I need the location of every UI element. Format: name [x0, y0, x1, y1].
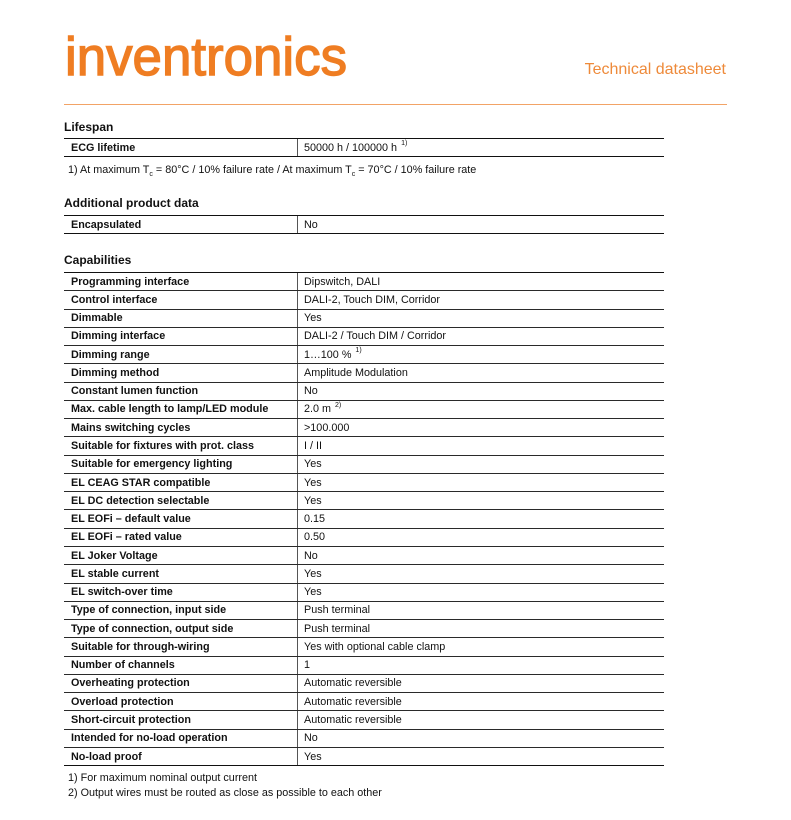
- lifespan-footnote: [68, 163, 476, 179]
- spec-row: [64, 529, 664, 547]
- spec-label: Intended for no-load operation: [64, 730, 298, 747]
- section-title-lifespan: Lifespan: [64, 120, 114, 134]
- spec-value: Automatic reversible: [304, 714, 402, 726]
- footnote-text: = 80°C / 10% failure rate / At maximum T: [152, 164, 352, 176]
- logo-text: inventronics: [65, 27, 347, 87]
- spec-label: Mains switching cycles: [64, 419, 298, 436]
- spec-row: [64, 291, 664, 309]
- spec-label: EL stable current: [64, 565, 298, 582]
- spec-value: Yes: [304, 750, 322, 763]
- spec-label: Overheating protection: [64, 675, 298, 692]
- spec-row: [64, 346, 664, 364]
- spec-label: Short-circuit protection: [64, 711, 298, 728]
- capabilities-table: [64, 272, 664, 766]
- inventronics-logo: [65, 27, 357, 87]
- spec-value: Yes: [304, 586, 322, 599]
- spec-row: [64, 693, 664, 711]
- spec-label: EL Joker Voltage: [64, 547, 298, 564]
- spec-value-cell: [298, 547, 664, 564]
- spec-value: 0.15: [304, 513, 326, 526]
- spec-value-cell: [298, 565, 664, 582]
- section-title-capabilities: Capabilities: [64, 253, 132, 267]
- spec-row: [64, 401, 664, 419]
- spec-value: Yes: [304, 458, 322, 471]
- spec-value: 1: [304, 659, 311, 672]
- spec-label: EL CEAG STAR compatible: [64, 474, 298, 491]
- spec-value-cell: [298, 419, 664, 436]
- spec-value: Yes: [304, 567, 322, 580]
- spec-value: No: [304, 549, 318, 562]
- spec-value-cell: [298, 216, 664, 233]
- spec-value-cell: [298, 638, 664, 655]
- spec-label: Control interface: [64, 291, 298, 308]
- spec-value: No: [304, 732, 318, 745]
- spec-value-cell: [298, 291, 664, 308]
- spec-value-cell: [298, 310, 664, 327]
- spec-label: Type of connection, input side: [64, 602, 298, 619]
- spec-value: 2.0 m: [304, 403, 332, 416]
- spec-row: [64, 584, 664, 602]
- spec-row: [64, 216, 664, 234]
- document-type: Technical datasheet: [584, 61, 726, 78]
- spec-row: [64, 419, 664, 437]
- spec-value: Amplitude Modulation: [304, 366, 408, 379]
- spec-value-cell: [298, 510, 664, 527]
- header-divider: [64, 104, 727, 105]
- spec-label: Dimming range: [64, 346, 298, 363]
- spec-value: Push terminal: [304, 622, 371, 635]
- spec-value: Yes with optional cable clamp: [304, 640, 446, 653]
- spec-label: Number of channels: [64, 657, 298, 674]
- spec-label: Max. cable length to lamp/LED module: [64, 401, 298, 418]
- spec-row: [64, 675, 664, 693]
- spec-label: EL switch-over time: [64, 584, 298, 601]
- spec-value-cell: [298, 584, 664, 601]
- spec-label: Suitable for emergency lighting: [64, 456, 298, 473]
- spec-value: Push terminal: [304, 604, 371, 617]
- spec-label: Suitable for fixtures with prot. class: [64, 437, 298, 454]
- spec-value: 50000 h / 100000 h: [304, 141, 398, 154]
- spec-row: [64, 711, 664, 729]
- spec-label: Dimming method: [64, 364, 298, 381]
- spec-value: 0.50: [304, 531, 326, 544]
- capabilities-footnote-1: 1) For maximum nominal output current: [68, 772, 258, 784]
- lifespan-table: [64, 138, 664, 157]
- spec-value: Automatic reversible: [304, 695, 402, 708]
- footnote-ref: 2): [335, 401, 342, 409]
- spec-value: >100.000: [304, 421, 350, 434]
- spec-label: Suitable for through-wiring: [64, 638, 298, 655]
- spec-label: EL DC detection selectable: [64, 492, 298, 509]
- spec-value: DALI-2, Touch DIM, Corridor: [304, 293, 441, 306]
- spec-value: Dipswitch, DALI: [304, 275, 381, 288]
- spec-row: [64, 510, 664, 528]
- spec-value-cell: [298, 474, 664, 491]
- spec-value: 1…100 %: [304, 348, 352, 361]
- spec-label: Type of connection, output side: [64, 620, 298, 637]
- spec-row: [64, 602, 664, 620]
- spec-row: [64, 273, 664, 291]
- spec-value-cell: [298, 456, 664, 473]
- spec-label: EL EOFi – default value: [64, 510, 298, 527]
- spec-value: No: [304, 218, 318, 231]
- spec-label: No-load proof: [64, 748, 298, 765]
- spec-row: [64, 638, 664, 656]
- spec-value-cell: [298, 620, 664, 637]
- spec-row: [64, 139, 664, 157]
- spec-value-cell: [298, 346, 664, 363]
- spec-value: Yes: [304, 476, 322, 489]
- spec-value-cell: [298, 711, 664, 728]
- spec-row: [64, 565, 664, 583]
- spec-row: [64, 620, 664, 638]
- spec-value-cell: [298, 693, 664, 710]
- spec-value-cell: [298, 437, 664, 454]
- spec-value-cell: [298, 492, 664, 509]
- additional-table: [64, 215, 664, 234]
- spec-row: [64, 437, 664, 455]
- footnote-text: = 70°C / 10% failure rate: [355, 164, 477, 176]
- spec-value-cell: [298, 730, 664, 747]
- footnote-text: 1) At maximum T: [68, 164, 150, 176]
- spec-label: Dimmable: [64, 310, 298, 327]
- spec-value: Yes: [304, 312, 322, 325]
- subscript: c: [351, 171, 356, 178]
- spec-label: ECG lifetime: [64, 139, 298, 156]
- spec-row: [64, 547, 664, 565]
- spec-row: [64, 364, 664, 382]
- spec-value: DALI-2 / Touch DIM / Corridor: [304, 330, 447, 343]
- spec-value-cell: [298, 602, 664, 619]
- spec-value: I / II: [304, 440, 322, 453]
- spec-value: Automatic reversible: [304, 677, 402, 690]
- spec-value: Yes: [304, 494, 322, 507]
- footnote-ref: 1): [355, 347, 362, 355]
- spec-value-cell: [298, 139, 664, 156]
- spec-row: [64, 492, 664, 510]
- spec-value-cell: [298, 383, 664, 400]
- spec-row: [64, 328, 664, 346]
- spec-label: EL EOFi – rated value: [64, 529, 298, 546]
- spec-label: Constant lumen function: [64, 383, 298, 400]
- spec-label: Encapsulated: [64, 216, 298, 233]
- spec-value-cell: [298, 401, 664, 418]
- section-title-additional: Additional product data: [64, 196, 199, 210]
- spec-value-cell: [298, 364, 664, 381]
- spec-row: [64, 310, 664, 328]
- spec-value-cell: [298, 529, 664, 546]
- subscript: c: [149, 171, 153, 178]
- spec-value-cell: [298, 273, 664, 290]
- spec-label: Programming interface: [64, 273, 298, 290]
- spec-row: [64, 383, 664, 401]
- footnote-ref: 1): [401, 140, 408, 148]
- spec-value-cell: [298, 657, 664, 674]
- spec-row: [64, 657, 664, 675]
- spec-row: [64, 474, 664, 492]
- spec-row: [64, 456, 664, 474]
- spec-row: [64, 730, 664, 748]
- spec-row: [64, 748, 664, 766]
- spec-label: Overload protection: [64, 693, 298, 710]
- capabilities-footnote-2: 2) Output wires must be routed as close as possible to each other: [68, 787, 382, 799]
- spec-value-cell: [298, 328, 664, 345]
- spec-value-cell: [298, 675, 664, 692]
- spec-label: Dimming interface: [64, 328, 298, 345]
- spec-value: No: [304, 385, 318, 398]
- spec-value-cell: [298, 748, 664, 765]
